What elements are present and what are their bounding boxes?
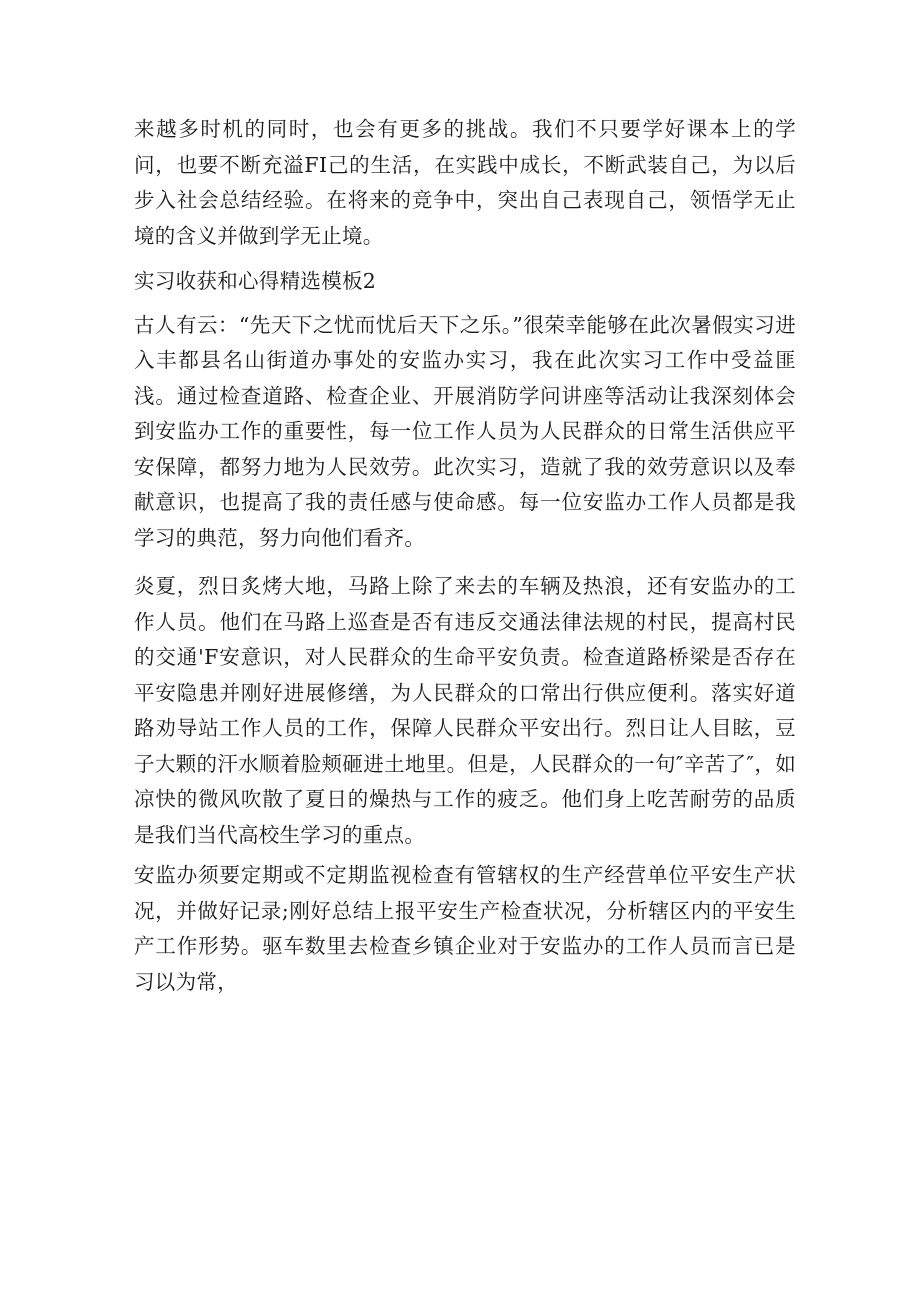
document-body	[134, 112, 796, 1000]
paragraph-4: 安监办须要定期或不定期监视检查有管辖权的生产经营单位平安生产状况，并做好记录;刚好总结上报平安生产检查状况，分析辖区内的平安生产工作形势。驱车数里去检查乡镇企业对于安监办的工作人员而言已是习以为常，	[134, 863, 796, 994]
paragraph-1: 来越多时机的同时，也会有更多的挑战。我们不只要学好课本上的学问，也要不断充溢FI己的生活，在实践中成长，不断武装自己，为以后步入社会总结经验。在将来的竞争中，突出自己表现自己，领悟学无止境的含义并做到学无止境。	[134, 117, 796, 248]
paragraph-3: 炎夏，烈日炙烤大地，马路上除了来去的车辆及热浪，还有安监办的工作人员。他们在马路上巡查是否有违反交通法律法规的村民，提高村民的交通'F安意识，对人民群众的生命平安负责。检查道路桥梁是否存在平安隐患并刚好进展修缮，为人民群众的口常出行供应便利。落实好道路劝导站工作人员的工作，保障人民群众平安出行。烈日让人目眩，豆子大颗的汗水顺着脸颊砸进土地里。但是，人民群众的一句″辛苦了″，如凉快的微风吹散了夏日的燥热与工作的疲乏。他们身上吃苦耐劳的品质是我们当代高校生学习的重点。	[134, 574, 796, 847]
paragraph-2: 古人有云：“先天下之忧而忧后天下之乐。”很荣幸能够在此次暑假实习进入丰都县名山街道办事处的安监办实习，我在此次实习工作中受益匪浅。通过检查道路、检查企业、开展消防学问讲座等活动让我深刻体会到安监办工作的重要性，每一位工作人员为人民群众的日常生活供应平安保障，都努力地为人民效劳。此次实习，造就了我的效劳意识以及奉献意识，也提高了我的责任感与使命感。每一位安监办工作人员都是我学习的典范，努力向他们看齐。	[134, 312, 796, 550]
section-heading: 实习收获和心得精选模板2	[134, 269, 377, 293]
